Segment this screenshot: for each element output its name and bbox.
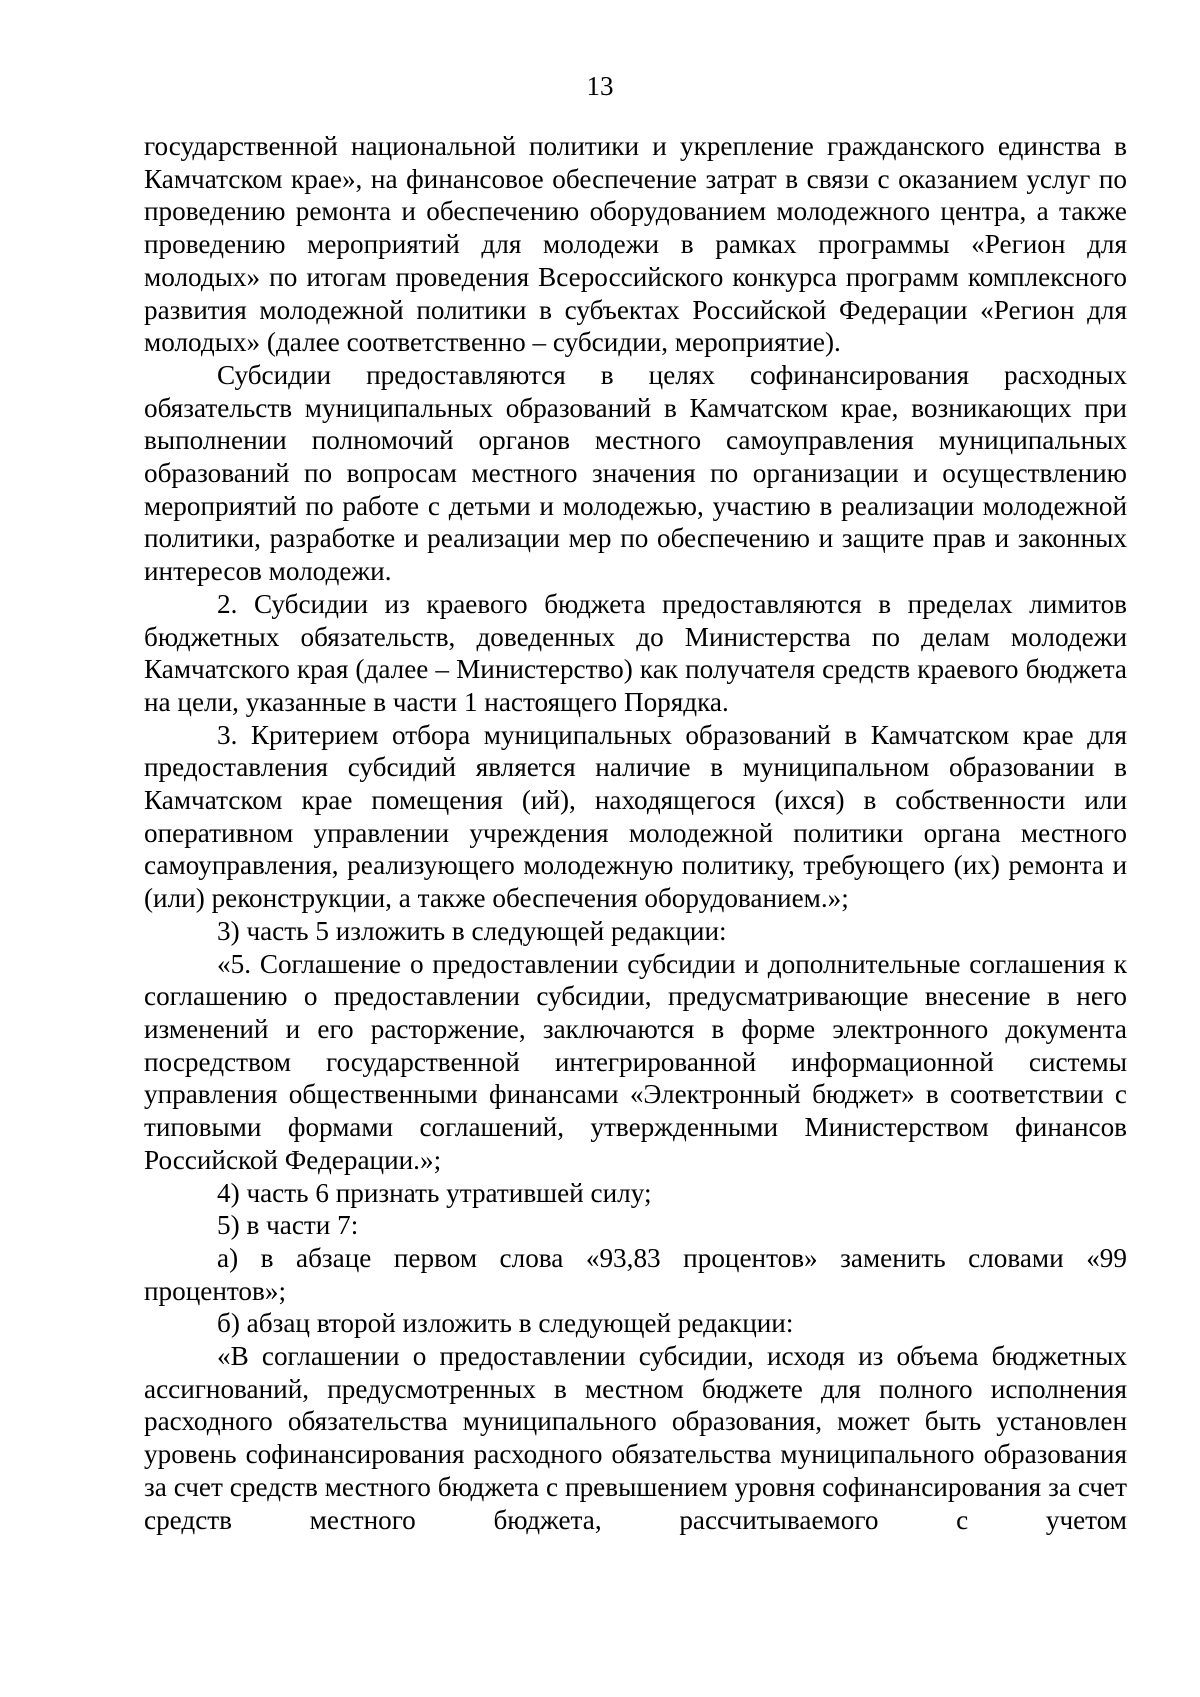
paragraph-amendment-3: 3) часть 5 изложить в следующей редакции: (217, 915, 727, 946)
paragraph-item-3: 3. Критерием отбора муниципальных образований в Камчатском крае для предоставления субсидий является наличие в муниципальном образовании в Камчатском крае помещения (ий), находящегося (ихся) в собственности или оперативном управлении учреждения молодежной политики органа местного самоуправления, реализующего молодежную политику, требующего (их) ремонта и (или) реконструкции, а также обеспечения оборудованием.»; (144, 719, 1127, 914)
paragraph-item-5-agreement: «5. Соглашение о предоставлении субсидии и дополнительные соглашения к соглашению о предоставлении субсидии, предусматривающие внесение в него изменений и его расторжение, заключаются в форме электронного документа посредством государственной интегрированной информационной системы управления общественными финансами «Электронный бюджет» в соответствии с типовыми формами соглашений, утвержденными Министерством финансов Российской Федерации.»; (144, 948, 1127, 1175)
paragraph-subitem-b: б) абзац второй изложить в следующей редакции: (217, 1308, 794, 1339)
paragraph-item-2: 2. Субсидии из краевого бюджета предоставляются в пределах лимитов бюджетных обязательств, доведенных до Министерства по делам молодежи Камчатского края (далее – Министерство) как получателя средств краевого бюджета на цели, указанные в части 1 настоящего Порядка. (144, 588, 1127, 717)
paragraph-amendment-5: 5) в части 7: (217, 1210, 359, 1241)
paragraph-continuation: государственной национальной политики и укрепление гражданского единства в Камчатском крае», на финансовое обеспечение затрат в связи с оказанием услуг по проведению ремонта и обеспечению оборудованием молодежного центра, а также проведению мероприятий для молодежи в рамках программы «Регион для молодых» по итогам проведения Всероссийского конкурса программ комплексного развития молодежной политики в субъектах Российской Федерации «Регион для молодых» (далее соответственно – субсидии, мероприятие). (144, 131, 1127, 358)
paragraph-subsidies-purpose: Субсидии предоставляются в целях софинансирования расходных обязательств муниципальных образований в Камчатском крае, возникающих при выполнении полномочий органов местного самоуправления муниципальных образований по вопросам местного значения по организации и осуществлению мероприятий по работе с детьми и молодежью, участию в реализации молодежной политики, разработке и реализации мер по обеспечению и защите прав и законных интересов молодежи. (144, 359, 1127, 587)
paragraph-cofinancing-level: «В соглашении о предоставлении субсидии, исходя из объема бюджетных ассигнований, предусмотренных в местном бюджете для полного исполнения расходного обязательства муниципального образования, может быть установлен уровень софинансирования расходного обязательства муниципального образования за счет средств местного бюджета с превышением уровня софинансирования за счет средств местного бюджета, рассчитываемого с учетом (144, 1341, 1127, 1535)
paragraph-subitem-a: а) в абзаце первом слова «93,83 процентов» заменить словами «99 процентов»; (144, 1242, 1127, 1306)
page-number: 13 (586, 71, 614, 101)
document-body (144, 130, 1127, 1536)
paragraph-amendment-4: 4) часть 6 признать утратившей силу; (217, 1177, 652, 1208)
